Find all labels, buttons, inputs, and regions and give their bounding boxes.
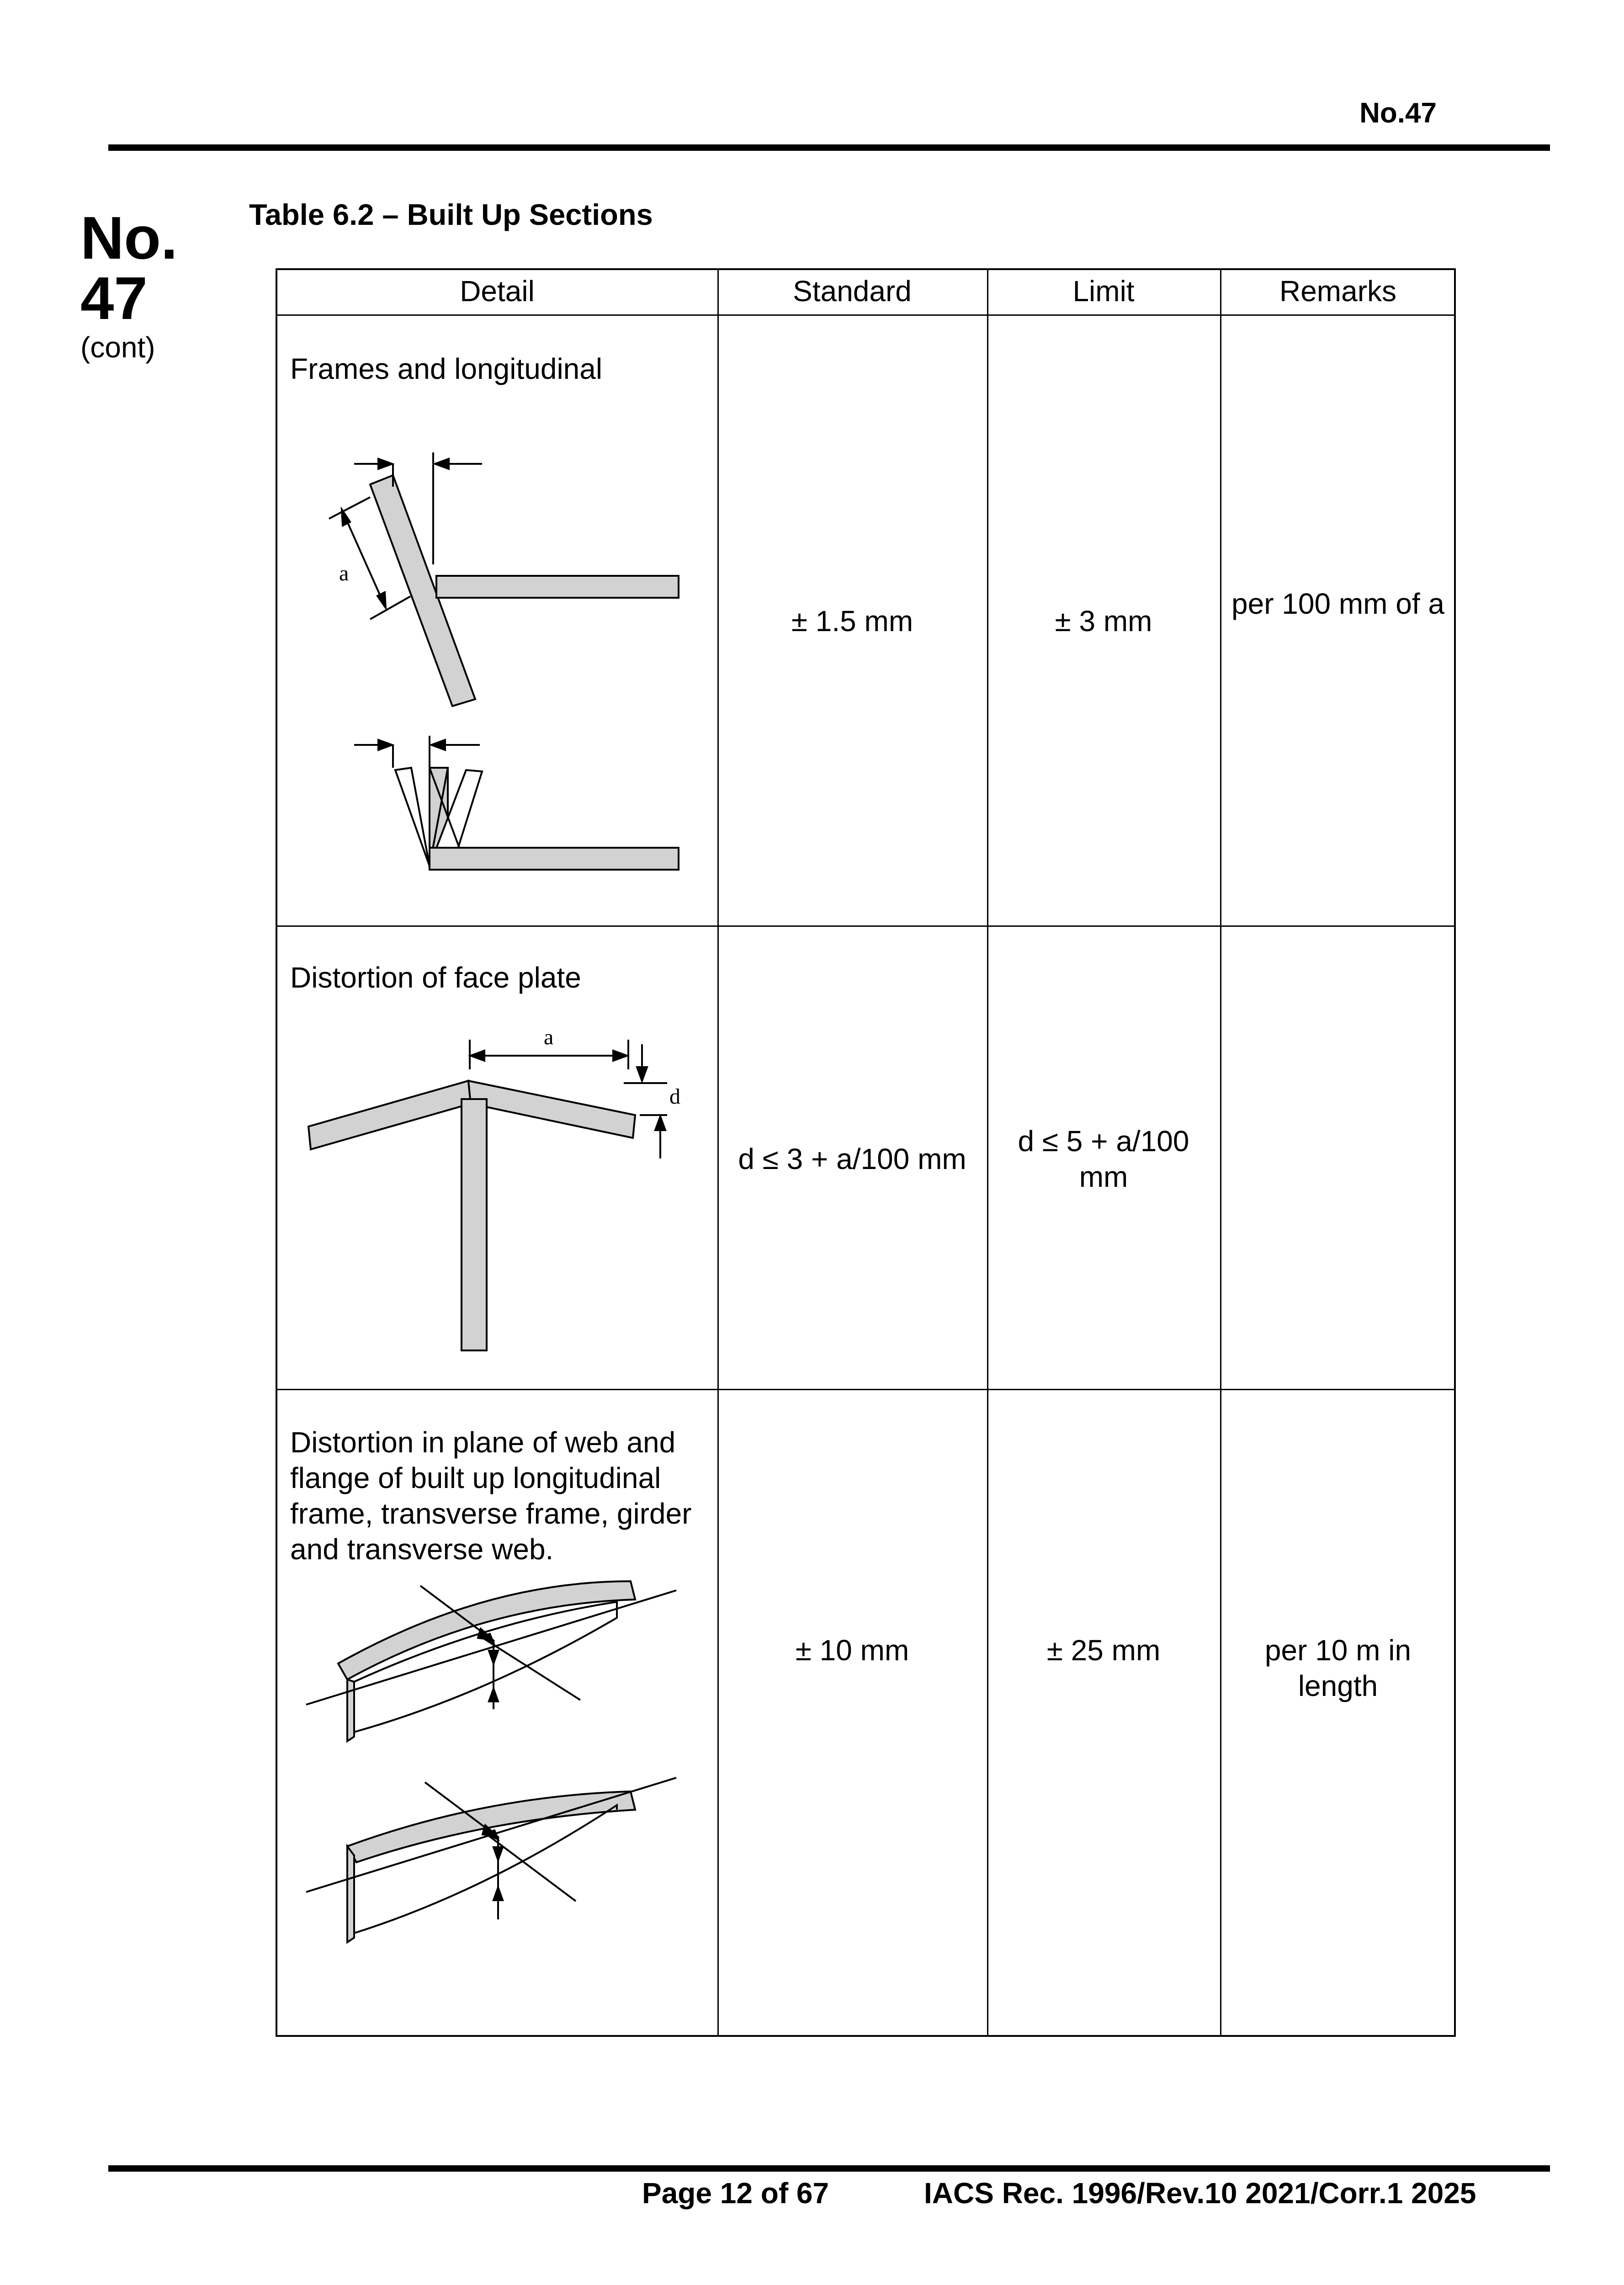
side-label-number: 47 <box>80 265 148 332</box>
row3-limit: ± 25 mm <box>1046 1634 1161 1667</box>
dimension-label-a: a <box>339 561 349 585</box>
grid-line-bottom <box>276 2035 1456 2037</box>
grid-line-row1 <box>276 925 1456 927</box>
grid-line-col3 <box>1220 268 1221 2037</box>
grid-line-right <box>1454 268 1456 2037</box>
row2-limit: d ≤ 5 + a/100 mm <box>1018 1125 1189 1194</box>
row1-limit: ± 3 mm <box>1055 605 1152 638</box>
grid-line-col2 <box>987 268 988 2037</box>
footer-rule <box>108 2165 1550 2172</box>
header-doc-number: No.47 <box>1359 97 1437 129</box>
grid-line-header <box>276 314 1456 316</box>
dimension-label-a: a <box>544 1025 554 1049</box>
grid-line-row2 <box>276 1389 1456 1390</box>
web-plate <box>462 1099 487 1350</box>
side-label-no: No. <box>80 204 178 271</box>
row3-remarks: per 10 m in length <box>1264 1634 1412 1703</box>
dimension-label-d: d <box>669 1084 680 1109</box>
frame-longitudinal-figure <box>320 439 695 896</box>
face-plate-distortion-figure <box>302 1012 713 1360</box>
footer-doc-reference: IACS Rec. 1996/Rev.10 2021/Corr.1 2025 <box>924 2177 1476 2210</box>
side-label <box>80 204 178 364</box>
table-title: Table 6.2 – Built Up Sections <box>249 198 653 231</box>
girder-flange-lower <box>347 1791 635 1862</box>
row3-standard: ± 10 mm <box>795 1634 909 1667</box>
column-header-detail: Detail <box>460 275 535 308</box>
row1-standard: ± 1.5 mm <box>791 605 913 638</box>
column-header-limit: Limit <box>1072 275 1135 308</box>
row1-remarks: per 100 mm of a <box>1231 587 1444 620</box>
flange-plate-lower <box>430 848 679 870</box>
row2-standard: d ≤ 3 + a/100 mm <box>738 1142 966 1175</box>
row2-detail: Distortion of face plate <box>290 961 581 994</box>
web-flange-distortion-figure <box>302 1572 713 1993</box>
header-rule <box>108 144 1550 151</box>
side-label-cont: (cont) <box>80 331 155 364</box>
girder-flange-upper <box>338 1581 635 1679</box>
face-plate-right <box>468 1081 635 1138</box>
flange-plate-upper <box>436 576 679 598</box>
face-plate-left <box>308 1081 471 1149</box>
row1-detail: Frames and longitudinal <box>290 352 603 385</box>
column-header-standard: Standard <box>793 275 912 308</box>
grid-line-left <box>276 268 277 2037</box>
row3-detail: Distortion in plane of web and flange of built up longitudinal frame, transverse frame, girder and transverse web. <box>290 1426 692 1566</box>
grid-line-top <box>276 268 1456 270</box>
column-header-remarks: Remarks <box>1279 275 1397 308</box>
footer-page-number: Page 12 of 67 <box>642 2177 829 2210</box>
